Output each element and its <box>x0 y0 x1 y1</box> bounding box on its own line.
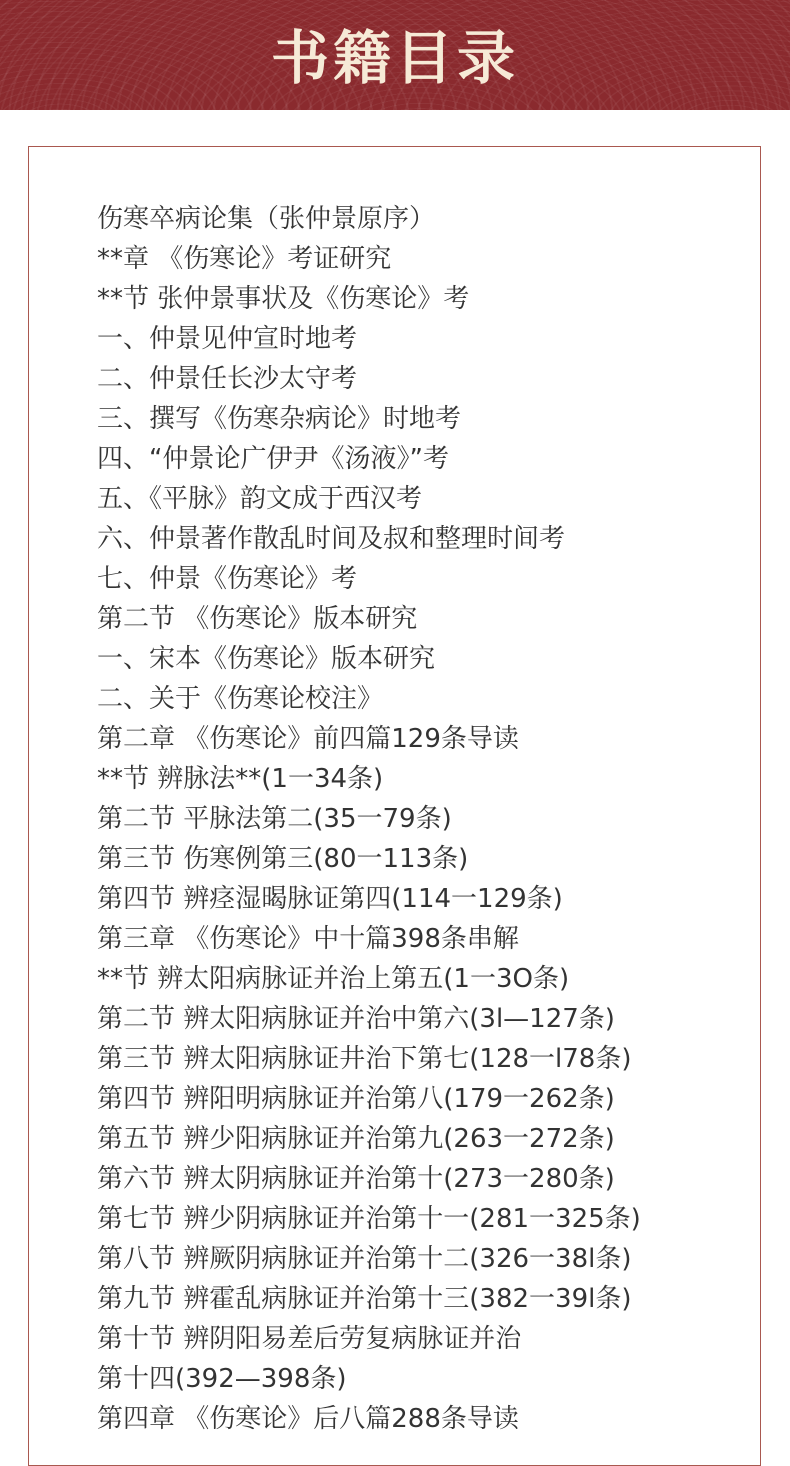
toc-item: 第三节 伤寒例第三(80一113条) <box>97 844 469 874</box>
toc-item: 第五节 辨少阳病脉证并治第九(263一272条) <box>97 1124 615 1154</box>
toc-list <box>97 199 641 1439</box>
toc-item: 一、宋本《伤寒论》版本研究 <box>97 644 436 674</box>
header-banner <box>0 0 790 110</box>
toc-item: 伤寒卒病论集（张仲景原序） <box>97 204 436 234</box>
toc-item: 第十节 辨阴阳易差后劳复病脉证并治 <box>97 1324 522 1354</box>
toc-item: 第七节 辨少阴病脉证并治第十一(281一325条) <box>97 1204 641 1234</box>
toc-item: **节 张仲景事状及《伤寒论》考 <box>97 284 470 314</box>
toc-frame <box>28 146 761 1466</box>
toc-item: **节 辨脉法**(1一34条) <box>97 764 384 794</box>
toc-item: 一、仲景见仲宣时地考 <box>97 324 358 354</box>
toc-item: 第三节 辨太阳病脉证井治下第七(128一l78条) <box>97 1044 632 1074</box>
toc-item: 第三章 《伤寒论》中十篇398条串解 <box>97 924 519 954</box>
toc-item: 第四节 辨阳明病脉证并治第八(179一262条) <box>97 1084 615 1114</box>
toc-item: **章 《伤寒论》考证研究 <box>97 244 392 274</box>
toc-item: 二、仲景任长沙太守考 <box>97 364 358 394</box>
toc-item: 第六节 辨太阴病脉证并治第十(273一280条) <box>97 1164 615 1194</box>
toc-item: 第四节 辨痉湿暍脉证第四(114一129条) <box>97 884 563 914</box>
toc-item: 第四章 《伤寒论》后八篇288条导读 <box>97 1404 519 1434</box>
toc-item: 第二章 《伤寒论》前四篇129条导读 <box>97 724 519 754</box>
toc-item: 第二节 《伤寒论》版本研究 <box>97 604 418 634</box>
toc-item: 六、仲景著作散乱时间及叔和整理时间考 <box>97 524 566 554</box>
toc-item: **节 辨太阳病脉证并治上第五(1一3O条) <box>97 964 570 994</box>
toc-item: 第二节 辨太阳病脉证并治中第六(3l—127条) <box>97 1004 615 1034</box>
toc-item: 第八节 辨厥阴病脉证并治第十二(326一38l条) <box>97 1244 632 1274</box>
toc-item: 三、撰写《伤寒杂病论》时地考 <box>97 404 462 434</box>
toc-item: 第十四(392—398条) <box>97 1364 347 1394</box>
page-title: 书籍目录 <box>270 24 519 92</box>
toc-item: 第二节 平脉法第二(35一79条) <box>97 804 452 834</box>
toc-item: 第九节 辨霍乱病脉证并治第十三(382一39l条) <box>97 1284 632 1314</box>
toc-item: 七、仲景《伤寒论》考 <box>97 564 358 594</box>
toc-item: 四、“仲景论广伊尹《汤液》”考 <box>97 444 449 474</box>
toc-item: 五、《平脉》韵文成于西汉考 <box>97 484 423 514</box>
toc-item: 二、关于《伤寒论校注》 <box>97 684 384 714</box>
